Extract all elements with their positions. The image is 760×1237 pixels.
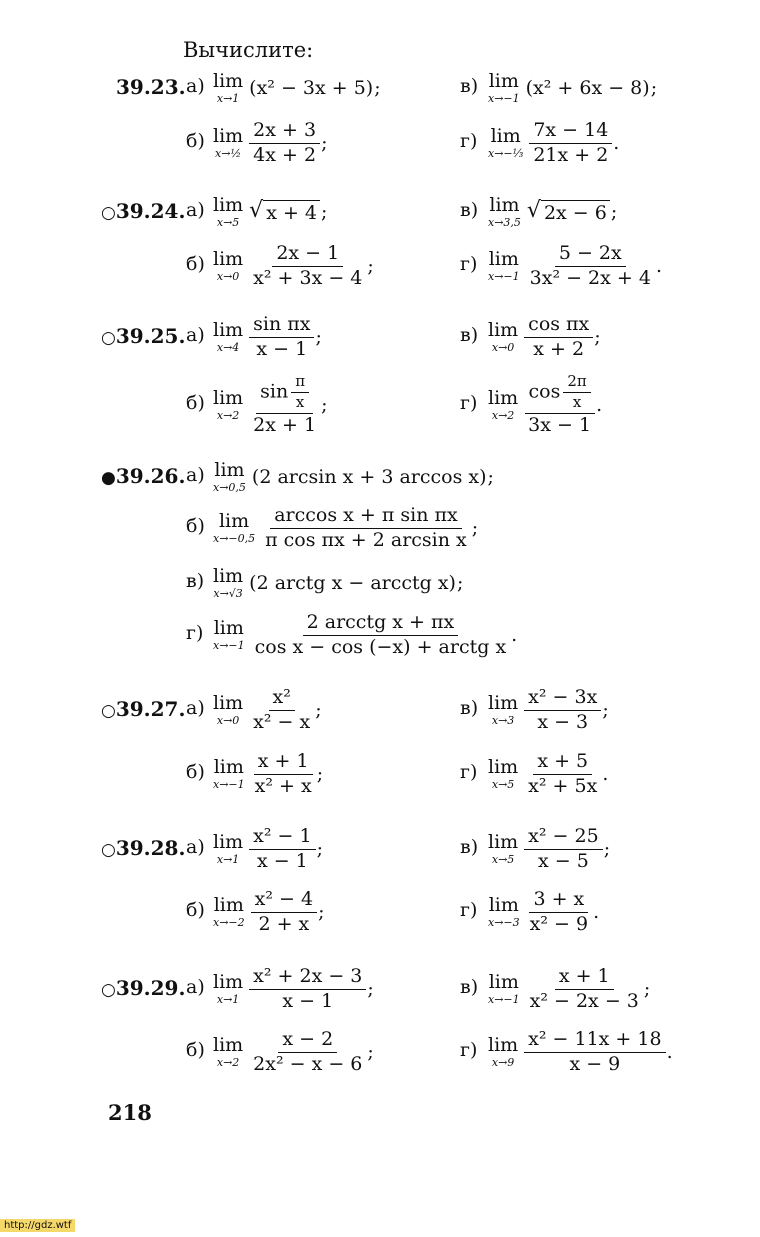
limit-expression-a bbox=[213, 963, 374, 1015]
denominator: x − 3 bbox=[537, 710, 589, 733]
problem-difficulty-marker: ● bbox=[101, 468, 116, 488]
denominator: π cos πx + 2 arcsin x bbox=[265, 528, 467, 551]
denominator: x² + 3x − 4 bbox=[253, 266, 363, 289]
limit-operator bbox=[213, 389, 243, 421]
numerator: x − 2 bbox=[278, 1030, 337, 1053]
limit-operator bbox=[213, 896, 245, 928]
lim-word: lim bbox=[488, 692, 519, 714]
limit-subscript: x→0 bbox=[216, 270, 240, 283]
fraction bbox=[251, 887, 317, 935]
problem-number bbox=[101, 976, 185, 1000]
limit-subscript: x→5 bbox=[491, 853, 515, 866]
limit-argument: (x² + 6x − 8) bbox=[525, 77, 650, 99]
problem-number bbox=[101, 697, 185, 721]
lim-word: lim bbox=[490, 125, 521, 147]
fraction bbox=[526, 964, 643, 1012]
lim-word: lim bbox=[488, 319, 519, 341]
item-label: б) bbox=[186, 1039, 205, 1061]
limit-operator bbox=[213, 512, 255, 544]
lim-word: lim bbox=[213, 319, 244, 341]
numerator: 2x + 3 bbox=[249, 121, 320, 144]
problem-number-text: 39.24. bbox=[115, 199, 186, 223]
limit-expression-v bbox=[488, 963, 650, 1015]
item-label: а) bbox=[186, 199, 205, 221]
lim-word: lim bbox=[213, 894, 244, 916]
limit-expression-v bbox=[488, 311, 601, 363]
limit-subscript: x→0,5 bbox=[213, 481, 246, 494]
lim-word: lim bbox=[488, 894, 519, 916]
lim-word: lim bbox=[488, 248, 519, 270]
item-label: а) bbox=[186, 976, 205, 998]
fraction bbox=[524, 312, 593, 360]
limit-operator bbox=[213, 1036, 243, 1068]
numerator: 2x − 1 bbox=[272, 244, 343, 267]
problem-difficulty-marker: ○ bbox=[101, 980, 116, 1000]
lim-word: lim bbox=[488, 387, 519, 409]
limit-expression-a bbox=[213, 186, 327, 238]
problem-number bbox=[101, 836, 185, 860]
limit-subscript: x→−2 bbox=[213, 916, 245, 929]
punctuation: . bbox=[596, 394, 603, 416]
limit-subscript: x→1 bbox=[216, 92, 240, 105]
inner-numerator: 2π bbox=[563, 374, 590, 393]
item-label: г) bbox=[460, 1039, 478, 1061]
limit-operator bbox=[213, 72, 243, 104]
limit-operator bbox=[213, 567, 243, 599]
limit-expression-b bbox=[213, 748, 323, 800]
lim-word: lim bbox=[213, 387, 244, 409]
denominator: x − 9 bbox=[569, 1052, 621, 1075]
limit-expression-b bbox=[213, 117, 327, 169]
item-label: г) bbox=[186, 622, 204, 644]
problem-number bbox=[101, 324, 185, 348]
problem-number-text: 39.23. bbox=[116, 75, 186, 99]
lim-word: lim bbox=[213, 617, 244, 639]
limit-operator bbox=[488, 973, 520, 1005]
numerator: x² bbox=[269, 688, 295, 711]
limit-operator bbox=[488, 321, 518, 353]
limit-operator bbox=[488, 127, 523, 159]
numerator: x² − 25 bbox=[524, 827, 603, 850]
limit-subscript: x→0 bbox=[216, 714, 240, 727]
fraction bbox=[524, 685, 601, 733]
limit-operator bbox=[488, 758, 518, 790]
fraction bbox=[249, 824, 315, 872]
punctuation: ; bbox=[367, 1041, 374, 1063]
denominator: 4x + 2 bbox=[253, 143, 317, 166]
punctuation: ; bbox=[602, 699, 609, 721]
item-label: г) bbox=[460, 392, 478, 414]
limit-subscript: x→−0,5 bbox=[213, 532, 256, 545]
limit-subscript: x→−⅓ bbox=[488, 147, 524, 160]
lim-word: lim bbox=[213, 125, 244, 147]
punctuation: ; bbox=[594, 326, 601, 348]
denominator: 21x + 2 bbox=[533, 143, 609, 166]
fraction bbox=[524, 824, 603, 872]
fraction bbox=[251, 610, 511, 658]
lim-word: lim bbox=[213, 692, 244, 714]
punctuation: ; bbox=[367, 255, 374, 277]
limit-expression-g bbox=[488, 117, 619, 169]
numerator: cos πx bbox=[524, 315, 593, 338]
limit-expression-g bbox=[488, 1026, 673, 1078]
fraction bbox=[249, 1027, 366, 1075]
denominator: x − 1 bbox=[256, 849, 308, 872]
item-label: в) bbox=[460, 976, 479, 998]
fraction bbox=[261, 503, 471, 551]
page-heading: Вычислите: bbox=[183, 38, 314, 62]
punctuation: ; bbox=[315, 699, 322, 721]
denominator: 2x + 1 bbox=[253, 413, 317, 436]
fraction bbox=[249, 118, 320, 166]
limit-expression-v bbox=[488, 684, 609, 736]
limit-expression-b bbox=[213, 886, 324, 938]
inner-fraction bbox=[563, 374, 590, 411]
denominator: 3x² − 2x + 4 bbox=[529, 266, 651, 289]
fraction bbox=[251, 749, 316, 797]
denominator: x² + x bbox=[254, 774, 312, 797]
fraction bbox=[249, 241, 366, 289]
lim-word: lim bbox=[213, 70, 244, 92]
lim-word: lim bbox=[213, 248, 244, 270]
item-label: в) bbox=[460, 324, 479, 346]
punctuation: ; bbox=[610, 201, 618, 223]
denominator: x + 2 bbox=[533, 337, 585, 360]
limit-subscript: x→3 bbox=[491, 714, 515, 727]
numerator: 2 arcctg x + πx bbox=[303, 613, 459, 636]
limit-subscript: x→−1 bbox=[213, 639, 245, 652]
radicand: 2x − 6 bbox=[541, 200, 610, 224]
item-label: а) bbox=[186, 464, 205, 486]
problem-difficulty-marker: ○ bbox=[101, 328, 116, 348]
limit-expression-v bbox=[488, 62, 657, 114]
lim-word: lim bbox=[213, 831, 244, 853]
limit-expression-b bbox=[213, 1026, 374, 1078]
limit-expression-v bbox=[488, 823, 610, 875]
limit-operator bbox=[213, 973, 243, 1005]
denominator: x − 1 bbox=[282, 989, 334, 1012]
problem-number-text: 39.26. bbox=[115, 464, 186, 488]
punctuation: . bbox=[613, 132, 620, 154]
item-label: а) bbox=[186, 697, 205, 719]
limit-argument: (2 arcsin x + 3 arccos x) bbox=[251, 466, 487, 488]
radical-sign-icon: √ bbox=[526, 198, 541, 223]
problem-number-text: 39.29. bbox=[115, 976, 186, 1000]
limit-operator bbox=[213, 250, 243, 282]
punctuation: ; bbox=[316, 838, 323, 860]
fraction bbox=[526, 887, 592, 935]
square-root bbox=[249, 200, 320, 224]
inner-fraction bbox=[291, 374, 309, 411]
limit-expression-a bbox=[213, 311, 322, 363]
limit-argument: (2 arctg x − arcctg x) bbox=[249, 572, 456, 594]
fraction bbox=[249, 374, 320, 435]
item-label: а) bbox=[186, 836, 205, 858]
punctuation: ; bbox=[374, 77, 381, 99]
numerator: 3 + x bbox=[529, 890, 588, 913]
limit-subscript: x→5 bbox=[491, 778, 515, 791]
item-label: в) bbox=[460, 199, 479, 221]
numerator-function: cos bbox=[528, 380, 561, 403]
punctuation: ; bbox=[321, 132, 328, 154]
problem-number bbox=[101, 199, 185, 223]
problem-difficulty-marker: ○ bbox=[101, 701, 116, 721]
limit-operator bbox=[213, 321, 243, 353]
numerator: 5 − 2x bbox=[555, 244, 626, 267]
punctuation: ; bbox=[321, 394, 328, 416]
item-label: б) bbox=[186, 515, 205, 537]
fraction bbox=[249, 964, 366, 1012]
numerator: x + 1 bbox=[555, 967, 614, 990]
limit-operator bbox=[488, 250, 520, 282]
limit-operator bbox=[488, 72, 520, 104]
item-label: г) bbox=[460, 899, 478, 921]
lim-word: lim bbox=[213, 971, 244, 993]
limit-expression-g bbox=[488, 240, 662, 292]
fraction bbox=[524, 749, 601, 797]
punctuation: ; bbox=[315, 326, 322, 348]
limit-expression-a bbox=[213, 451, 494, 503]
limit-subscript: x→2 bbox=[216, 1056, 240, 1069]
inner-numerator: π bbox=[291, 374, 309, 393]
limit-expression-g bbox=[488, 372, 603, 436]
limit-operator bbox=[213, 461, 246, 493]
item-label: г) bbox=[460, 761, 478, 783]
numerator bbox=[525, 374, 595, 414]
limit-operator bbox=[488, 389, 518, 421]
lim-word: lim bbox=[488, 756, 519, 778]
punctuation: ; bbox=[650, 77, 658, 99]
limit-expression-b bbox=[213, 372, 328, 436]
lim-word: lim bbox=[213, 194, 244, 216]
limit-expression-g bbox=[213, 609, 517, 661]
limit-subscript: x→5 bbox=[216, 216, 240, 229]
denominator: 2 + x bbox=[258, 912, 310, 935]
punctuation: . bbox=[511, 624, 518, 646]
limit-operator bbox=[213, 758, 245, 790]
denominator: x² + 5x bbox=[528, 774, 598, 797]
limit-subscript: x→0 bbox=[491, 341, 515, 354]
numerator: sin πx bbox=[249, 315, 314, 338]
item-label: а) bbox=[186, 324, 205, 346]
problem-number-text: 39.25. bbox=[115, 324, 186, 348]
numerator: x² − 1 bbox=[249, 827, 315, 850]
limit-expression-a bbox=[213, 62, 381, 114]
fraction bbox=[524, 1027, 665, 1075]
limit-subscript: x→−1 bbox=[488, 993, 520, 1006]
lim-word: lim bbox=[488, 971, 519, 993]
lim-word: lim bbox=[213, 565, 244, 587]
limit-expression-v bbox=[213, 557, 463, 609]
item-label: а) bbox=[186, 75, 205, 97]
problem-number bbox=[116, 75, 186, 99]
square-root bbox=[527, 200, 610, 224]
numerator-function: sin bbox=[260, 380, 289, 403]
limit-operator bbox=[488, 896, 520, 928]
watermark-link[interactable]: http://gdz.wtf bbox=[0, 1219, 75, 1232]
punctuation: . bbox=[602, 763, 609, 785]
limit-expression-b bbox=[213, 502, 478, 554]
punctuation: ; bbox=[456, 572, 464, 594]
numerator: x + 1 bbox=[254, 752, 313, 775]
item-label: б) bbox=[186, 253, 205, 275]
problem-number-text: 39.27. bbox=[115, 697, 186, 721]
problem-number-text: 39.28. bbox=[115, 836, 186, 860]
numerator: x² + 2x − 3 bbox=[249, 967, 366, 990]
lim-word: lim bbox=[489, 194, 520, 216]
limit-operator bbox=[213, 127, 243, 159]
numerator: x² − 11x + 18 bbox=[524, 1030, 665, 1053]
inner-denominator: x bbox=[572, 393, 582, 412]
item-label: б) bbox=[186, 899, 205, 921]
limit-subscript: x→4 bbox=[216, 341, 240, 354]
limit-subscript: x→9 bbox=[491, 1056, 515, 1069]
limit-subscript: x→−3 bbox=[488, 916, 520, 929]
denominator: cos x − cos (−x) + arctg x bbox=[254, 635, 507, 658]
limit-operator bbox=[488, 833, 518, 865]
limit-operator bbox=[213, 619, 245, 651]
limit-expression-a bbox=[213, 823, 323, 875]
limit-subscript: x→−1 bbox=[488, 92, 520, 105]
lim-word: lim bbox=[218, 510, 250, 532]
punctuation: . bbox=[666, 1041, 673, 1063]
limit-subscript: x→1 bbox=[216, 853, 240, 866]
limit-subscript: x→2 bbox=[216, 409, 240, 422]
denominator: x² − 9 bbox=[529, 912, 589, 935]
item-label: в) bbox=[186, 570, 205, 592]
numerator: arccos x + π sin πx bbox=[270, 506, 461, 529]
item-label: в) bbox=[460, 697, 479, 719]
punctuation: ; bbox=[321, 201, 328, 223]
fraction bbox=[249, 685, 314, 733]
denominator: 2x² − x − 6 bbox=[253, 1052, 363, 1075]
denominator: x − 5 bbox=[538, 849, 589, 872]
lim-word: lim bbox=[488, 70, 519, 92]
radical-sign-icon: √ bbox=[249, 198, 264, 223]
limit-operator bbox=[488, 694, 518, 726]
fraction bbox=[524, 374, 595, 435]
limit-operator bbox=[213, 694, 243, 726]
lim-word: lim bbox=[213, 756, 244, 778]
limit-subscript: x→1 bbox=[216, 993, 240, 1006]
problem-difficulty-marker: ○ bbox=[101, 840, 116, 860]
punctuation: . bbox=[593, 901, 600, 923]
limit-subscript: x→½ bbox=[215, 147, 242, 160]
problem-number bbox=[101, 464, 185, 488]
limit-operator bbox=[488, 1036, 518, 1068]
denominator: 3x − 1 bbox=[528, 413, 592, 436]
numerator: 7x − 14 bbox=[529, 121, 612, 144]
page-number: 218 bbox=[108, 1100, 152, 1125]
limit-subscript: x→√3 bbox=[213, 587, 243, 600]
punctuation: ; bbox=[603, 838, 611, 860]
limit-subscript: x→3,5 bbox=[488, 216, 521, 229]
punctuation: ; bbox=[643, 978, 651, 1000]
fraction bbox=[526, 241, 655, 289]
radicand: x + 4 bbox=[263, 200, 320, 224]
fraction bbox=[529, 118, 612, 166]
limit-operator bbox=[213, 833, 243, 865]
numerator: x + 5 bbox=[533, 752, 592, 775]
lim-word: lim bbox=[488, 831, 519, 853]
numerator: x² − 3x bbox=[524, 688, 601, 711]
lim-word: lim bbox=[488, 1034, 519, 1056]
denominator: x − 1 bbox=[256, 337, 308, 360]
punctuation: ; bbox=[367, 978, 374, 1000]
inner-denominator: x bbox=[295, 393, 305, 412]
punctuation: ; bbox=[471, 517, 479, 539]
punctuation: ; bbox=[316, 763, 324, 785]
numerator: x² − 4 bbox=[251, 890, 317, 913]
limit-expression-a bbox=[213, 684, 322, 736]
limit-expression-v bbox=[488, 186, 617, 238]
limit-subscript: x→2 bbox=[491, 409, 515, 422]
limit-operator bbox=[488, 196, 521, 228]
item-label: в) bbox=[460, 75, 479, 97]
punctuation: ; bbox=[318, 901, 325, 923]
denominator: x² − 2x − 3 bbox=[529, 989, 639, 1012]
limit-operator bbox=[213, 196, 243, 228]
item-label: г) bbox=[460, 130, 478, 152]
item-label: в) bbox=[460, 836, 479, 858]
limit-expression-g bbox=[488, 748, 608, 800]
denominator: x² − x bbox=[253, 710, 311, 733]
limit-argument: (x² − 3x + 5) bbox=[249, 77, 374, 99]
item-label: г) bbox=[460, 253, 478, 275]
lim-word: lim bbox=[213, 1034, 244, 1056]
item-label: б) bbox=[186, 761, 205, 783]
limit-subscript: x→−1 bbox=[488, 270, 520, 283]
limit-subscript: x→−1 bbox=[213, 778, 245, 791]
lim-word: lim bbox=[214, 459, 245, 481]
limit-expression-b bbox=[213, 240, 374, 292]
item-label: б) bbox=[186, 392, 205, 414]
problem-difficulty-marker: ○ bbox=[101, 203, 116, 223]
punctuation: . bbox=[655, 255, 662, 277]
limit-expression-g bbox=[488, 886, 599, 938]
punctuation: ; bbox=[487, 466, 494, 488]
fraction bbox=[249, 312, 314, 360]
item-label: б) bbox=[186, 130, 205, 152]
numerator bbox=[256, 374, 313, 414]
